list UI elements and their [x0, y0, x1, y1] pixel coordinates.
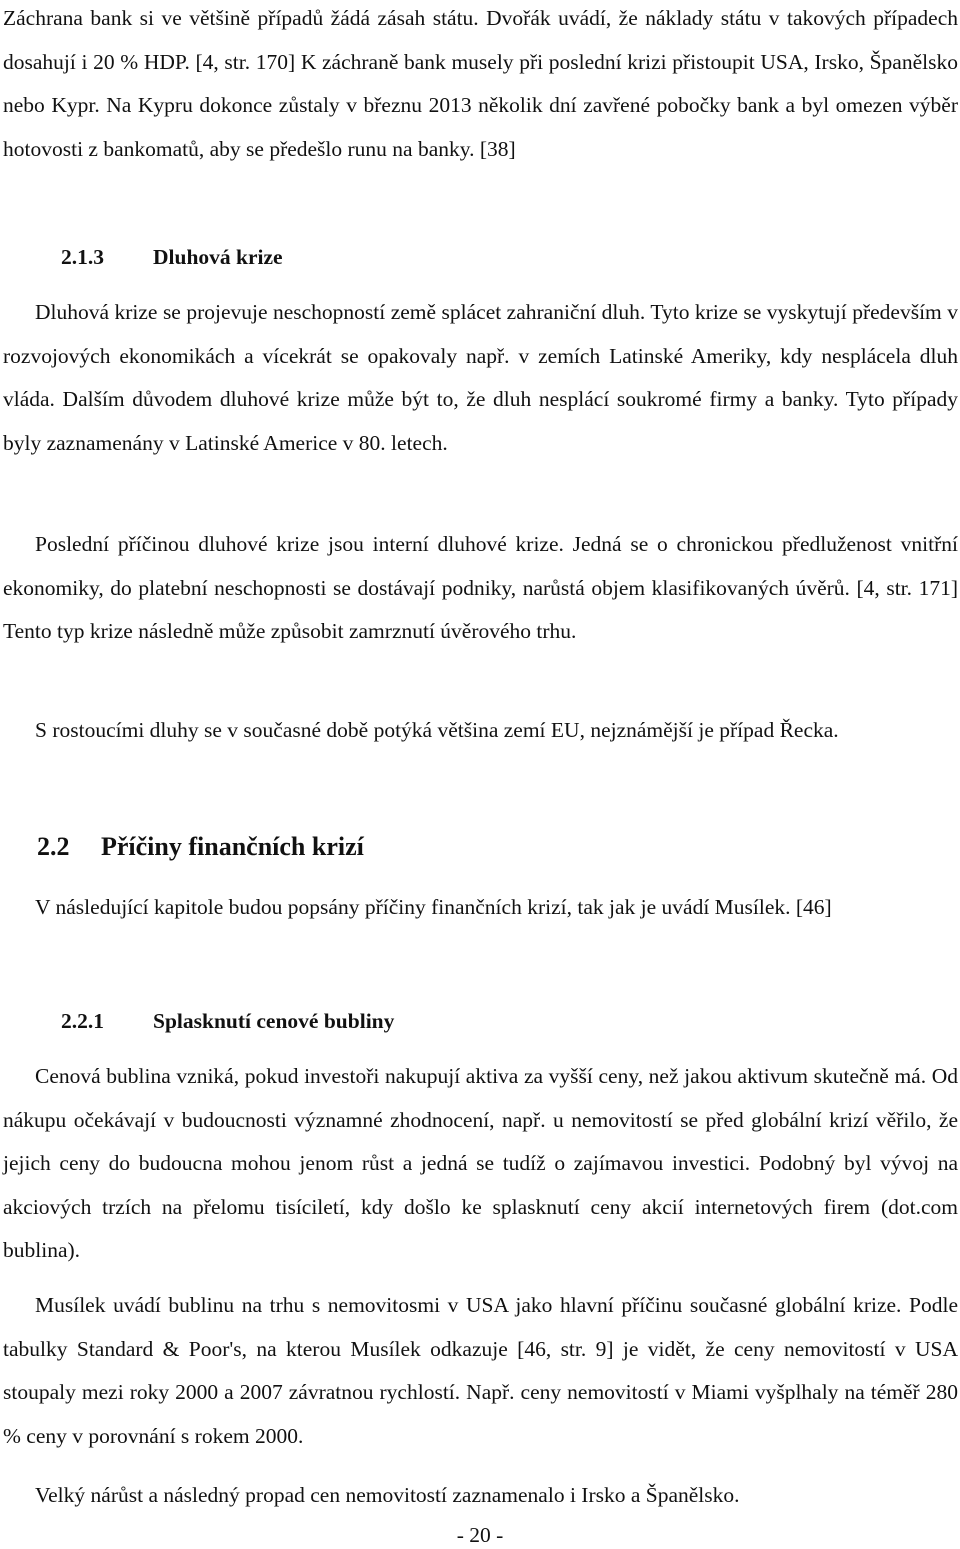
chapter-heading-causes	[37, 830, 364, 864]
paragraph-eu-debt: S rostoucími dluhy se v současné době potýká většina zemí EU, nejznámější je případ Řecka.	[35, 718, 839, 742]
section-heading-debt-crisis	[61, 242, 283, 272]
section-title: Dluhová krize	[153, 245, 283, 269]
paragraph-internal-debt-crisis: Poslední příčinou dluhové krize jsou interní dluhové krize. Jedná se o chronickou předluženost vnitřní ekonomiky, do platební neschopnosti se dostávají podniky, narůstá objem klasifikovaných úvěrů. [4, str. 171] Tento typ krize následně může způsobit zamrznutí úvěrového trhu.	[3, 532, 958, 643]
chapter-number: 2.2	[37, 832, 70, 861]
paragraph-us-real-estate: Musílek uvádí bublinu na trhu s nemovitosmi v USA jako hlavní příčinu současné globální krize. Podle tabulky Standard & Poor's, na kterou Musílek odkazuje [46, str. 9] je vidět, že ceny nemovitostí v USA stoupaly mezi roky 2000 a 2007 závratnou rychlostí. Např. ceny nemovitostí v Miami vyšplhaly na téměř 280 % ceny v porovnání s rokem 2000.	[3, 1293, 958, 1448]
paragraph-bank-rescue: Záchrana bank si ve většině případů žádá zásah státu. Dvořák uvádí, že náklady státu v takových případech dosahují i 20 % HDP. [4, str. 170] K záchraně bank musely při poslední krizi přistoupit USA, Irsko, Španělsko nebo Kypr. Na Kypru dokonce zůstaly v březnu 2013 několik dní zavřené pobočky bank a byl omezen výběr hotovosti z bankomatů, aby se předešlo runu na banky. [38]	[3, 6, 958, 161]
paragraph-debt-crisis-definition: Dluhová krize se projevuje neschopností země splácet zahraniční dluh. Tyto krize se vyskytují především v rozvojových ekonomikách a vícekrát se opakovaly např. v zemích Latinské Ameriky, kdy nesplácela dluh vláda. Dalším důvodem dluhové krize může být to, že dluh nesplácí soukromé firmy a banky. Tyto případy byly zaznamenány v Latinské Americe v 80. letech.	[3, 300, 958, 455]
paragraph-ireland-spain: Velký nárůst a následný propad cen nemovitostí zaznamenalo i Irsko a Španělsko.	[35, 1483, 740, 1507]
section-number: 2.2.1	[61, 1009, 104, 1033]
paragraph-chapter-intro: V následující kapitole budou popsány příčiny finančních krizí, tak jak je uvádí Musílek. [46]	[35, 895, 832, 919]
chapter-title: Příčiny finančních krizí	[101, 832, 364, 861]
section-number: 2.1.3	[61, 245, 104, 269]
paragraph-price-bubble: Cenová bublina vzniká, pokud investoři nakupují aktiva za vyšší ceny, než jakou aktivum skutečně má. Od nákupu očekávají v budoucnosti významné zhodnocení, např. u nemovitostí se před globální krizí věřilo, že jejich ceny do budoucna mohou jenom růst a jedná se tudíž o zajímavou investici. Podobný byl vývoj na akciových trzích na přelomu tisíciletí, kdy došlo ke splasknutí ceny akcií internetových firem (dot.com bublina).	[3, 1064, 958, 1262]
page-number: - 20 -	[456, 1523, 504, 1547]
section-title: Splasknutí cenové bubliny	[153, 1009, 395, 1033]
section-heading-price-bubble	[61, 1006, 394, 1036]
